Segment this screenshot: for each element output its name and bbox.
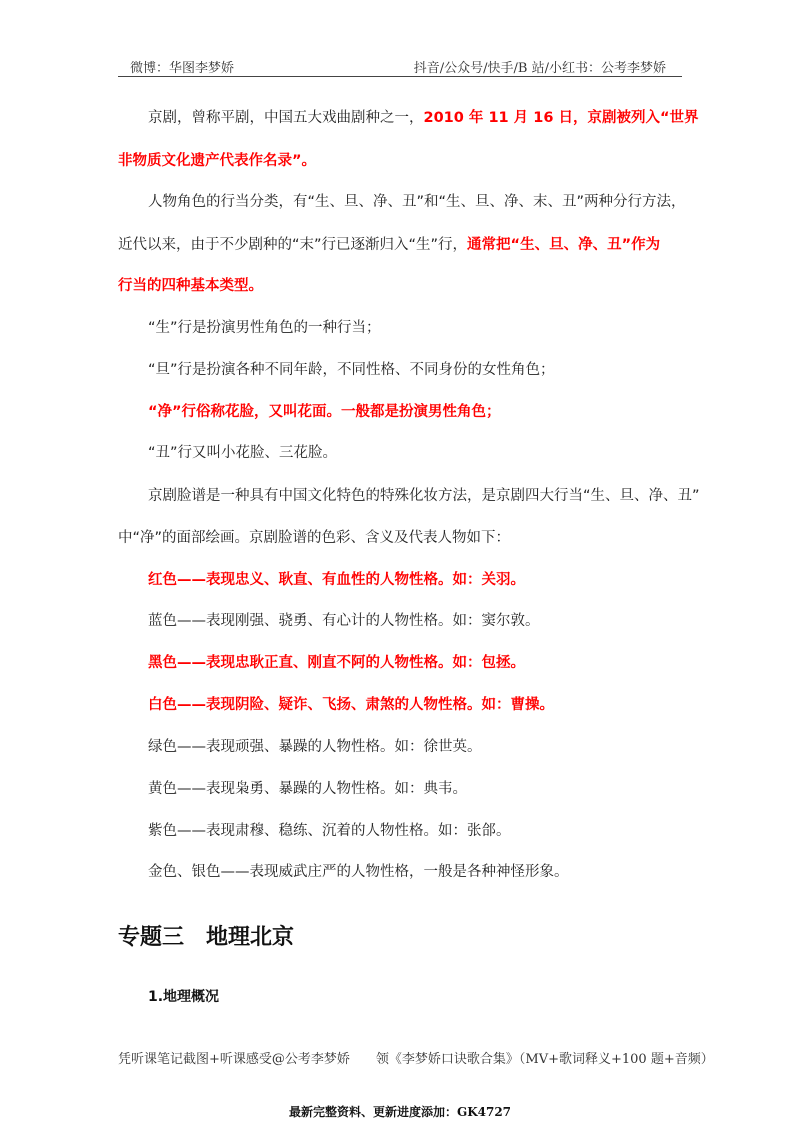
section-number: 专题三 [118, 925, 185, 950]
mask-color-black: 黑色——表现忠耿正直、刚直不阿的人物性格。如：包拯。 [148, 655, 525, 671]
paragraph-intro-line2: 非物质文化遗产代表作名录”。 [118, 153, 317, 169]
mask-color-yellow: 黄色——表现枭勇、暴躁的人物性格。如：典韦。 [148, 781, 467, 797]
paragraph-mask-line2: 中“净”的面部绘画。京剧脸谱的色彩、含义及代表人物如下： [118, 530, 511, 546]
mask-color-purple: 紫色——表现肃穆、稳练、沉着的人物性格。如：张郃。 [148, 823, 511, 839]
paragraph-roles-line2 [118, 235, 690, 255]
role-chou: “丑”行又叫小花脸、三花脸。 [148, 445, 338, 461]
mask-color-blue: 蓝色——表现刚强、骁勇、有心计的人物性格。如：窦尔敦。 [148, 613, 540, 629]
footer-promo-right: 领《李梦娇口诀歌合集》（MV+歌词释义+100 题+音频） [375, 1052, 714, 1067]
mask-color-green: 绿色——表现顽强、暴躁的人物性格。如：徐世英。 [148, 739, 482, 755]
role-dan: “旦”行是扮演各种不同年龄，不同性格、不同身份的女性角色； [148, 362, 555, 378]
footer-contact: 最新完整资料、更新进度添加：GK4727 [288, 1105, 512, 1119]
role-sheng: “生”行是扮演男性角色的一种行当； [148, 320, 381, 336]
intro-highlight: 2010 年 11 月 16 日，京剧被列入“世界 [423, 110, 699, 126]
header-social: 抖音/公众号/快手/B 站/小红书：公考李梦娇 [413, 61, 666, 76]
mask-color-white: 白色——表现阴险、疑诈、飞扬、肃煞的人物性格。如：曹操。 [148, 697, 554, 713]
role-jing: “净”行俗称花脸，又叫花面。一般都是扮演男性角色； [148, 404, 501, 420]
paragraph-mask-line1: 京剧脸谱是一种具有中国文化特色的特殊化妆方法，是京剧四大行当“生、旦、净、丑” [148, 488, 700, 504]
paragraph-intro-line1 [148, 108, 720, 128]
section-title [118, 920, 294, 951]
intro-text: 京剧，曾称平剧，中国五大戏曲剧种之一， [148, 110, 424, 126]
header-weibo: 微博：华图李梦娇 [130, 61, 235, 76]
mask-color-red: 红色——表现忠义、耿直、有血性的人物性格。如：关羽。 [148, 572, 525, 588]
footer-promo [118, 1048, 714, 1067]
paragraph-roles-line3: 行当的四种基本类型。 [118, 278, 263, 294]
roles-text: 近代以来，由于不少剧种的“末”行已逐渐归入“生”行， [118, 237, 468, 253]
section-name: 地理北京 [206, 925, 295, 950]
mask-color-gold-silver: 金色、银色——表现威武庄严的人物性格，一般是各种神怪形象。 [148, 864, 569, 880]
roles-highlight: 通常把“生、旦、净、丑”作为 [467, 237, 661, 253]
subsection-title: 1.地理概况 [148, 989, 220, 1005]
paragraph-roles-line1: 人物角色的行当分类，有“生、旦、净、丑”和“生、旦、净、末、丑”两种分行方法， [148, 194, 686, 210]
footer-promo-left: 凭听课笔记截图+听课感受@公考李梦娇 [118, 1052, 350, 1067]
page-header [118, 54, 682, 77]
